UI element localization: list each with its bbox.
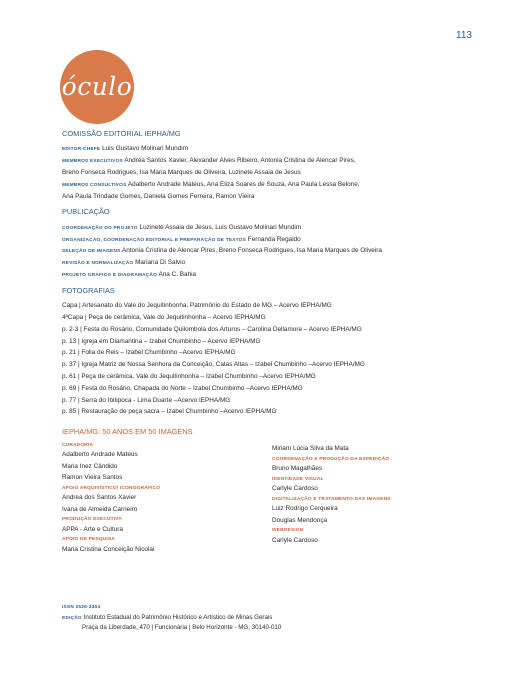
logo-text: óculo (61, 71, 133, 101)
editor-value: Luis Gustavo Molinari Mundim (102, 145, 189, 153)
edicao-value: Instituto Estadual do Patrimônio Histórico e Artístico de Minas Gerais (83, 613, 273, 621)
project-value: Luzinete Assaia de Jesus, Luis Gustavo Molinari Mundim (139, 223, 302, 231)
consultive-line-2 (62, 191, 482, 203)
credit-name: Maria Inez Cândido (62, 462, 118, 470)
credit-name: Miriam Lúcia Silva da Mata (272, 445, 349, 453)
photo-credit: 4ªCapa | Peça de cerâmica, Vale do Jequitinhonha – Acervo IEPHA/MG (62, 313, 266, 321)
executive-line-2 (62, 167, 482, 179)
credit-name: Bruno Magalhães (272, 465, 323, 473)
design-value: Ana C. Bahia (158, 270, 197, 278)
credit-name: Adalberto Andrade Mateus (62, 451, 138, 459)
consultive-value-1: Adalberto Andrade Mateus, Ana Eliza Soares de Souza, Ana Paula Lessa Belone, (127, 180, 360, 188)
selection-line (62, 245, 482, 257)
revision-value: Mariana Di Salvio (135, 259, 186, 267)
photo-credit: p. 69 | Festa do Rosário, Chapada do Norte – Izabel Chumbinho –Acervo IEPHA/MG (62, 384, 303, 392)
editor-line (62, 143, 482, 155)
photo-credit: p. 13 | Igreja em Diamantina – Izabel Chumbinho – Acervo IEPHA/MG (62, 337, 261, 345)
photo-credit: p. 77 | Serra do Ibitipoca - Lima Duarte –Acervo IEPHA/MG (62, 396, 231, 404)
credit-name: Ramon Vieira Santos (62, 474, 123, 482)
revision-line (62, 257, 482, 269)
anniversary-left-column (62, 441, 272, 556)
apoio-label-line (62, 484, 272, 493)
apoio-label: APOIO ARQUIVÍSTICO/ ICONOGRÁFICO (62, 485, 161, 491)
photo-credit: p. 2-3 | Festa do Rosário, Comunidade Quilombola dos Arturos – Carolina Dellamore – Acervo IEPHA/MG (62, 325, 362, 333)
organization-value: Fernanda Regaldo (247, 235, 301, 243)
photo-credit: p. 85 | Restauração de peça sacra – Izabel Chumbinho –Acervo IEPHA/MG (62, 408, 277, 416)
photo-credit: p. 61 | Peça de cerâmica, Vale do Jequitinhonha – Izabel Chumbinho –Acervo IEPHA/MG (62, 372, 316, 380)
credit-name: Luiz Rodrigo Cerqueira (272, 505, 338, 513)
identidade-label-line (272, 475, 482, 484)
design-line (62, 269, 482, 281)
credit-name: Carlyle Cardoso (272, 485, 318, 493)
editorial-heading: COMISSÃO EDITORIAL IEPHA/MG (62, 129, 181, 138)
credits-content (62, 130, 482, 555)
issn-line (62, 602, 281, 613)
oculo-logo (60, 50, 134, 124)
curadoria-label-line (62, 441, 272, 450)
organization-line (62, 234, 482, 246)
credit-name: Maria Cristina Conceição Nicolai (62, 545, 155, 553)
anniversary-heading: IEPHA/MG: 50 ANOS EM 50 IMAGENS (62, 427, 193, 437)
anniversary-columns (62, 441, 482, 556)
colophon (62, 602, 281, 634)
webdesign-label: WEBDESIGN (272, 528, 304, 534)
producao-label: PRODUÇÃO EXECUTIVA (62, 517, 123, 523)
edicao-line (62, 613, 281, 624)
photos-heading: FOTOGRAFIAS (62, 285, 115, 295)
executive-value-1: Andréa Santos Xavier, Alexander Alves Ribeiro, Antonia Cristina de Alencar Pires, (124, 157, 356, 165)
digitalizacao-label: DIGITALIZAÇÃO E TRATAMENTO DAS IMAGENS (272, 496, 391, 502)
coord-label-line (272, 455, 482, 464)
publication-heading: PUBLICAÇÃO (62, 207, 110, 217)
digitalizacao-label-line (272, 495, 482, 504)
project-line (62, 222, 482, 234)
credit-name: Ivana de Almeida Carneiro (62, 505, 138, 513)
design-label: PROJETO GRÁFICO E DIAGRAMAÇÃO (62, 272, 157, 278)
credit-name: Douglas Mendonça (272, 516, 328, 524)
executive-value-2: Breno Fonseca Rodrigues, Isa Maria Marques de Oliveira, Luzinete Assaia de Jesus (62, 169, 301, 176)
address-line: Praça da Liberdade, 470 | Funcionária | Belo Horizonte - MG, 30140-010 (82, 624, 282, 631)
coord-label: COORDENAÇÃO E PRODUÇÃO DA EXPEDIÇÃO (272, 456, 390, 462)
issn: ISSN 2526-3404 (62, 605, 101, 610)
pesquisa-label-line (62, 535, 272, 544)
organization-label: ORGANIZAÇÃO, COORDENAÇÃO EDITORIAL E PREPARAÇÃO DE TEXTOS (62, 237, 247, 243)
executive-line-1 (62, 155, 482, 167)
curadoria-label: CURADORIA (62, 442, 94, 448)
producao-label-line (62, 515, 272, 524)
consultive-label: MEMBROS CONSULTIVOS (62, 182, 127, 188)
credit-name: Andrea dos Santos Xavier (62, 494, 137, 502)
identidade-label: IDENTIDADE VISUAL (272, 476, 324, 482)
consultive-line-1 (62, 179, 482, 191)
photo-credit: p. 21 | Folia de Reis – Izabel Chumbinho –Acervo IEPHA/MG (62, 349, 236, 357)
consultive-value-2: Ana Paula Trindade Gomes, Daniela Gomes Ferreira, Ramon Vieira (62, 192, 255, 200)
revision-label: REVISÃO E NORMALIZAÇÃO (62, 261, 134, 267)
photo-credit: p. 37 | Igreja Matriz de Nossa Senhora da Conceição, Catas Altas – Izabel Chumbinho –Acervo IEPHA/MG (62, 361, 365, 369)
webdesign-label-line (272, 526, 482, 535)
executive-label: MEMBROS EXECUTIVOS (62, 159, 123, 165)
anniversary-right-column (272, 441, 482, 556)
edicao-label: EDIÇÃO (62, 615, 82, 621)
pesquisa-label: APOIO DE PESQUISA (62, 537, 115, 543)
selection-value: Antonia Cristina de Alencar Pires, Breno Fonseca Rodrigues, Isa Maria Marques de Oliveira (121, 247, 382, 255)
project-label: COORDENAÇÃO DO PROJETO (62, 225, 138, 231)
credit-name: Carlyle Cardoso (272, 536, 318, 544)
page-number: 113 (456, 30, 472, 41)
credit-name: APPA - Arte e Cultura (62, 525, 123, 533)
photo-credit: Capa | Artesanato do Vale do Jequitinhonha, Patrimônio do Estado de MG – Acervo IEPHA/MG (62, 302, 332, 310)
editor-label: EDITOR-CHEFE (62, 147, 101, 153)
selection-label: SELEÇÃO DE IMAGENS (62, 249, 121, 255)
